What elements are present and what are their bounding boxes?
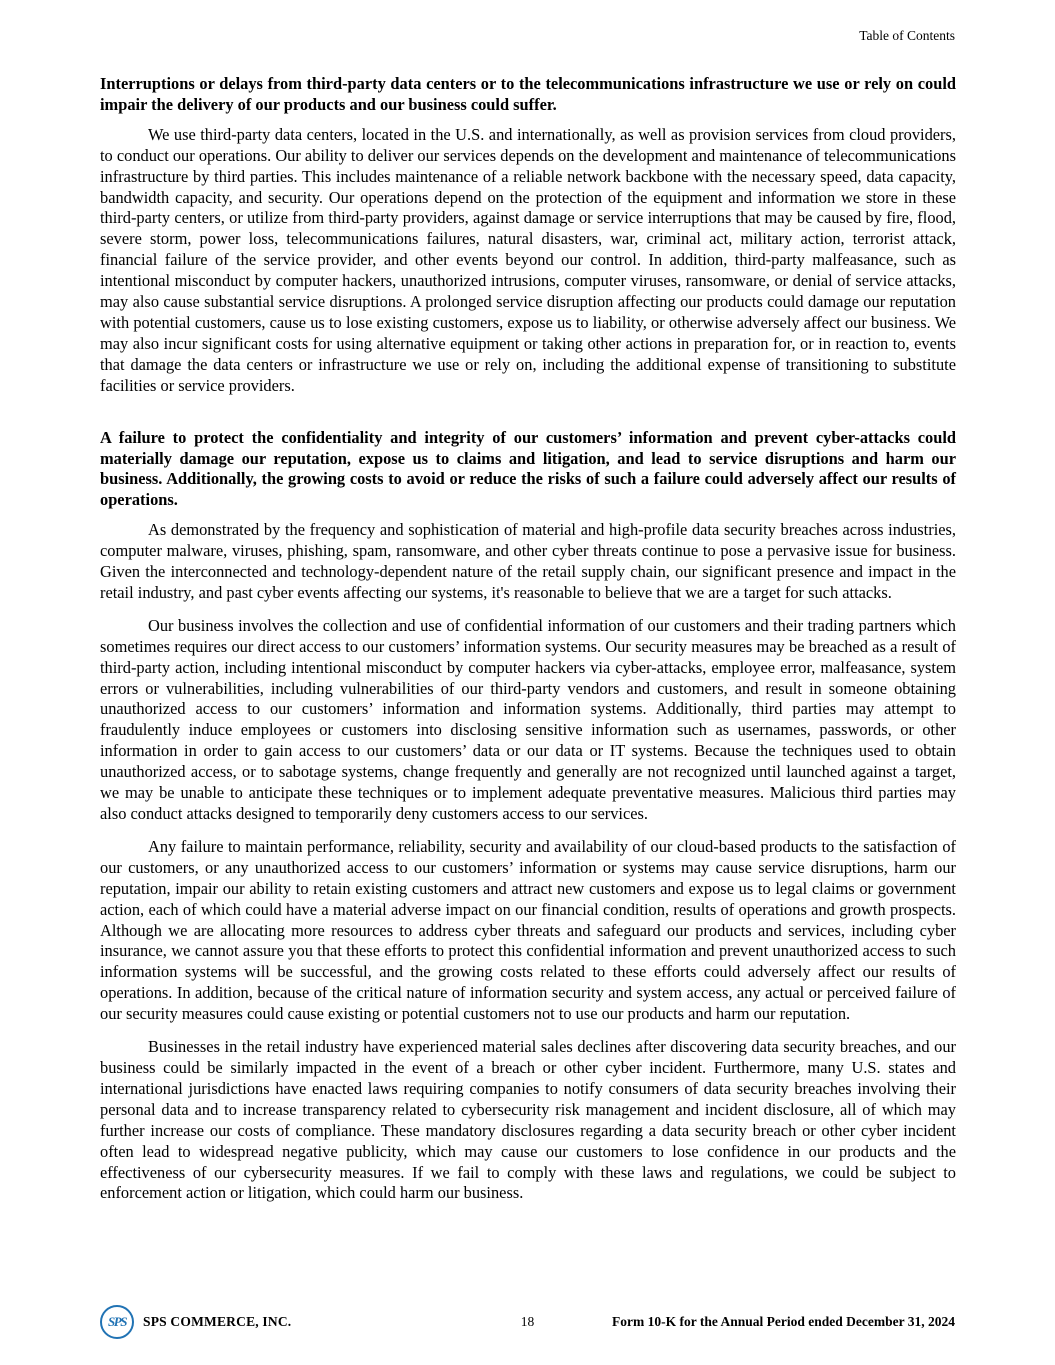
risk-factor-heading-confidentiality: A failure to protect the confidentiality and integrity of our customers’ information and prevent cyber-attacks could materially damage our reputation, expose us to claims and litigation, and lead to service disruptions and harm our business. Additionally, the growing costs to avoid or reduce the risks of such a failure could adversely affect our results of operations.	[100, 427, 956, 510]
sps-logo-text: SPS	[108, 1314, 126, 1329]
page-number: 18	[520, 1314, 535, 1329]
paragraph-failure-to-maintain: Any failure to maintain performance, reliability, security and availability of our cloud-based products to the satisfaction of our customers, or any unauthorized access to our customers’ information or systems may cause service disruptions, harm our reputation, impair our ability to retain existing customers and attract new customers and expose us to legal claims or government action, each of which could have a material adverse impact on our financial condition, results of operations and growth prospects. Although we are allocating more resources to address cyber threats and safeguard our products and services, including cyber insurance, we cannot assure you that these efforts to protect this confidential information and prevent unauthorized access to such information systems will be successful, and the growing costs related to these efforts could adversely affect our results of operations. In addition, because of the critical nature of information security and system access, any actual or perceived failure of our security measures could cause existing or potential customers not to use our products and harm our reputation.	[100, 836, 956, 1024]
sps-commerce-logo-icon	[100, 1305, 134, 1339]
paragraph-data-centers: We use third-party data centers, located in the U.S. and internationally, as well as provision services from cloud providers, to conduct our operations. Our ability to deliver our services depends on the development and maintenance of telecommunications infrastructure by third parties. This includes maintenance of a reliable network backbone with the necessary speed, data capacity, bandwidth capacity, and security. Our operations depend on the protection of the equipment and information we store in these third-party centers, or utilize from third-party providers, against damage or service interruptions that may be caused by fire, flood, severe storm, power loss, telecommunications failures, natural disasters, war, criminal act, military action, terrorist attack, financial failure of the service provider, and other events beyond our control. In addition, third-party malfeasance, such as intentional misconduct by computer hackers, unauthorized intrusions, computer viruses, ransomware, or denial of service attacks, may also cause substantial service disruptions. A prolonged service disruption affecting our products could damage our reputation with potential customers, cause us to lose existing customers, expose us to liability, or otherwise adversely affect our business. We may also incur significant costs for using alternative equipment or taking other actions in preparation for, or in reaction to, events that damage the data centers or infrastructure we use or rely on, including the additional expense of transitioning to substitute facilities or service providers.	[100, 124, 956, 395]
paragraph-retail-industry-breaches: Businesses in the retail industry have experienced material sales declines after discovering data security breaches, and our business could be similarly impacted in the event of a breach or other cyber incident. Furthermore, many U.S. states and international jurisdictions have enacted laws requiring companies to notify consumers of data security breaches involving their personal data and to increase transparency related to cybersecurity risk management and incident disclosure, all of which may further increase our costs of compliance. These mandatory disclosures regarding a data security breach or other cyber incident often lead to widespread negative publicity, which may cause our customers to lose confidence in our products and the effectiveness of our cybersecurity measures. If we fail to comply with these laws and regulations, we could be subject to enforcement action or litigation, which could harm our business.	[100, 1037, 956, 1203]
page-content	[100, 74, 956, 1216]
paragraph-breaches-frequency: As demonstrated by the frequency and sophistication of material and high-profile data security breaches across industries, computer malware, viruses, phishing, spam, ransomware, and other cyber threats continue to pose a pervasive issue for business. Given the interconnected and technology-dependent nature of the retail supply chain, our significant presence and impact in the retail industry, and past cyber events affecting our systems, it's reasonable to believe that we are a target for such attacks.	[100, 520, 956, 602]
risk-factor-heading-interruptions: Interruptions or delays from third-party data centers or to the telecommunications infrastructure we use or rely on could impair the delivery of our products and our business could suffer.	[100, 74, 956, 114]
page-footer	[100, 1301, 955, 1343]
company-name: SPS COMMERCE, INC.	[143, 1314, 292, 1329]
paragraph-confidential-information: Our business involves the collection and use of confidential information of our customers and their trading partners which sometimes requires our direct access to our customers’ information systems. Our security measures may be breached as a result of third-party action, including intentional misconduct by computer hackers via cyber-attacks, employee error, malfeasance, system errors or vulnerabilities, including vulnerabilities of our third-party vendors and customers, and result in someone obtaining unauthorized access to our customers’ information and information systems. Additionally, third parties may attempt to fraudulently induce employees or customers into disclosing sensitive information such as usernames, passwords, or other information in order to gain access to our customers’ data or our data or IT systems. Because the techniques used to obtain unauthorized access, or to sabotage systems, change frequently and generally are not recognized until launched against a target, we may be unable to anticipate these techniques or to implement adequate preventative measures. Malicious third parties may also conduct attacks designed to temporarily deny customers access to our services.	[100, 615, 956, 823]
form-10k-footer-title: Form 10-K for the Annual Period ended December 31, 2024	[612, 1314, 955, 1329]
table-of-contents-link: Table of Contents	[859, 28, 955, 43]
